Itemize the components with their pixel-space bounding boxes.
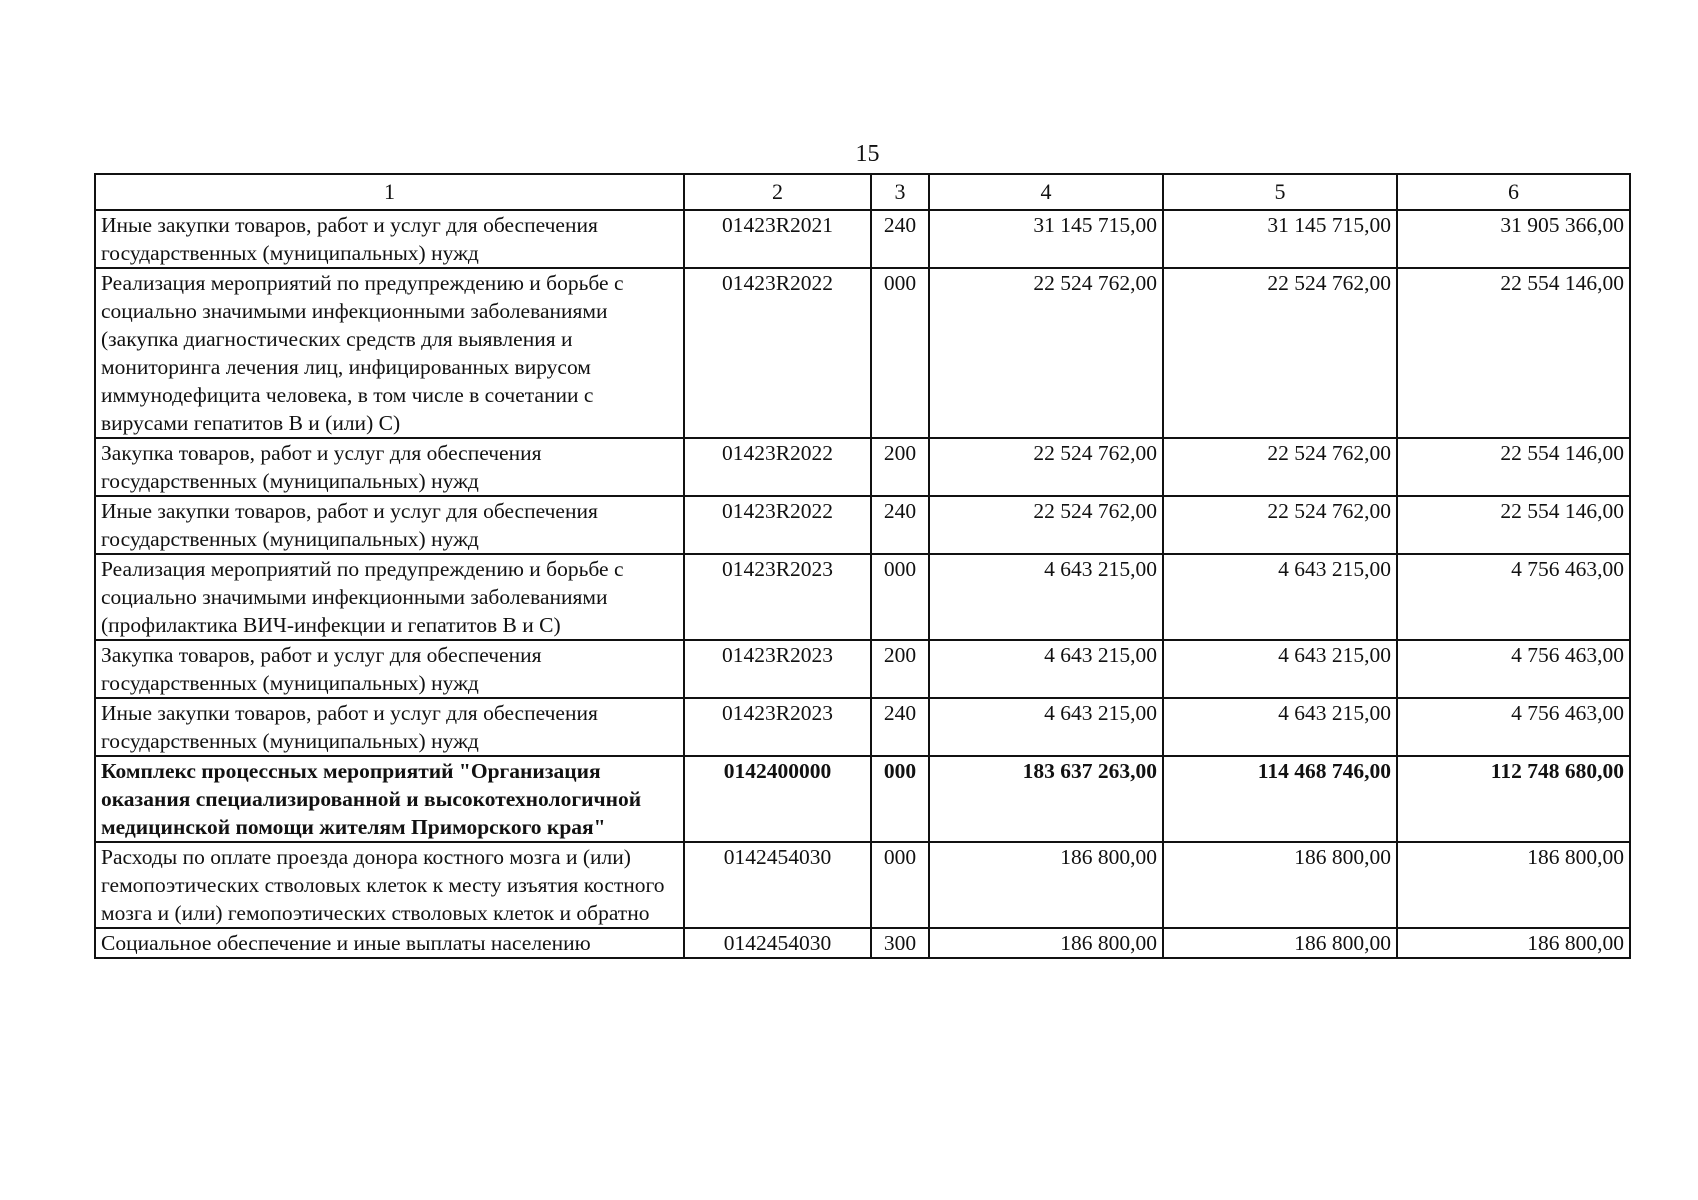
column-header: 1 — [95, 174, 684, 210]
expense-name: Иные закупки товаров, работ и услуг для обеспечения государственных (муниципальных) нужд — [95, 698, 684, 756]
amount-col-5: 186 800,00 — [1163, 928, 1397, 958]
expense-type: 240 — [871, 496, 929, 554]
amount-col-5: 4 643 215,00 — [1163, 698, 1397, 756]
expense-name: Социальное обеспечение и иные выплаты населению — [95, 928, 684, 958]
column-header: 4 — [929, 174, 1163, 210]
expense-type: 200 — [871, 438, 929, 496]
table-row-total — [95, 756, 1630, 842]
budget-code: 0142400000 — [684, 756, 871, 842]
amount-col-5: 186 800,00 — [1163, 842, 1397, 928]
expense-name: Реализация мероприятий по предупреждению и борьбе с социально значимыми инфекционными заболеваниями (профилактика ВИЧ-инфекции и гепатитов B и C) — [95, 554, 684, 640]
amount-col-4: 186 800,00 — [929, 842, 1163, 928]
table-row — [95, 210, 1630, 268]
amount-col-6: 112 748 680,00 — [1397, 756, 1630, 842]
budget-code: 01423R2022 — [684, 496, 871, 554]
budget-code: 0142454030 — [684, 842, 871, 928]
budget-code: 01423R2022 — [684, 268, 871, 438]
amount-col-5: 4 643 215,00 — [1163, 640, 1397, 698]
amount-col-4: 4 643 215,00 — [929, 554, 1163, 640]
amount-col-5: 4 643 215,00 — [1163, 554, 1397, 640]
amount-col-6: 22 554 146,00 — [1397, 268, 1630, 438]
amount-col-5: 22 524 762,00 — [1163, 496, 1397, 554]
expense-type: 200 — [871, 640, 929, 698]
amount-col-6: 4 756 463,00 — [1397, 554, 1630, 640]
amount-col-4: 4 643 215,00 — [929, 698, 1163, 756]
budget-code: 0142454030 — [684, 928, 871, 958]
amount-col-5: 114 468 746,00 — [1163, 756, 1397, 842]
expense-type: 000 — [871, 554, 929, 640]
amount-col-4: 22 524 762,00 — [929, 268, 1163, 438]
expense-type: 240 — [871, 698, 929, 756]
expense-name: Комплекс процессных мероприятий "Организация оказания специализированной и высокотехнологичной медицинской помощи жителям Приморского края" — [95, 756, 684, 842]
header-row — [95, 174, 1630, 210]
amount-col-6: 186 800,00 — [1397, 842, 1630, 928]
amount-col-4: 22 524 762,00 — [929, 438, 1163, 496]
expense-name: Закупка товаров, работ и услуг для обеспечения государственных (муниципальных) нужд — [95, 438, 684, 496]
table-row — [95, 928, 1630, 958]
expense-type: 240 — [871, 210, 929, 268]
table-row — [95, 842, 1630, 928]
expense-name: Иные закупки товаров, работ и услуг для обеспечения государственных (муниципальных) нужд — [95, 496, 684, 554]
expense-name: Расходы по оплате проезда донора костного мозга и (или) гемопоэтических стволовых клеток к месту изъятия костного мозга и (или) гемопоэтических стволовых клеток и обратно — [95, 842, 684, 928]
column-header: 6 — [1397, 174, 1630, 210]
column-header: 2 — [684, 174, 871, 210]
table-row — [95, 554, 1630, 640]
amount-col-6: 22 554 146,00 — [1397, 438, 1630, 496]
expense-type: 300 — [871, 928, 929, 958]
amount-col-4: 22 524 762,00 — [929, 496, 1163, 554]
expense-type: 000 — [871, 756, 929, 842]
amount-col-4: 186 800,00 — [929, 928, 1163, 958]
table-row — [95, 640, 1630, 698]
expense-type: 000 — [871, 268, 929, 438]
amount-col-6: 22 554 146,00 — [1397, 496, 1630, 554]
budget-code: 01423R2023 — [684, 698, 871, 756]
column-header: 5 — [1163, 174, 1397, 210]
amount-col-4: 4 643 215,00 — [929, 640, 1163, 698]
page-number: 15 — [855, 141, 880, 167]
table-row — [95, 698, 1630, 756]
budget-table — [94, 173, 1631, 959]
amount-col-5: 22 524 762,00 — [1163, 438, 1397, 496]
budget-code: 01423R2021 — [684, 210, 871, 268]
amount-col-6: 4 756 463,00 — [1397, 698, 1630, 756]
expense-name: Реализация мероприятий по предупреждению и борьбе с социально значимыми инфекционными заболеваниями (закупка диагностических средств для выявления и мониторинга лечения лиц, инфицированных вирусом иммунодефицита человека, в том числе в сочетании с вирусами гепатитов B и (или) C) — [95, 268, 684, 438]
table-row — [95, 438, 1630, 496]
amount-col-5: 22 524 762,00 — [1163, 268, 1397, 438]
amount-col-5: 31 145 715,00 — [1163, 210, 1397, 268]
expense-name: Закупка товаров, работ и услуг для обеспечения государственных (муниципальных) нужд — [95, 640, 684, 698]
amount-col-6: 186 800,00 — [1397, 928, 1630, 958]
budget-code: 01423R2022 — [684, 438, 871, 496]
column-header: 3 — [871, 174, 929, 210]
table-row — [95, 268, 1630, 438]
table-row — [95, 496, 1630, 554]
budget-code: 01423R2023 — [684, 554, 871, 640]
amount-col-6: 31 905 366,00 — [1397, 210, 1630, 268]
expense-type: 000 — [871, 842, 929, 928]
amount-col-4: 183 637 263,00 — [929, 756, 1163, 842]
budget-code: 01423R2023 — [684, 640, 871, 698]
amount-col-4: 31 145 715,00 — [929, 210, 1163, 268]
amount-col-6: 4 756 463,00 — [1397, 640, 1630, 698]
expense-name: Иные закупки товаров, работ и услуг для обеспечения государственных (муниципальных) нужд — [95, 210, 684, 268]
